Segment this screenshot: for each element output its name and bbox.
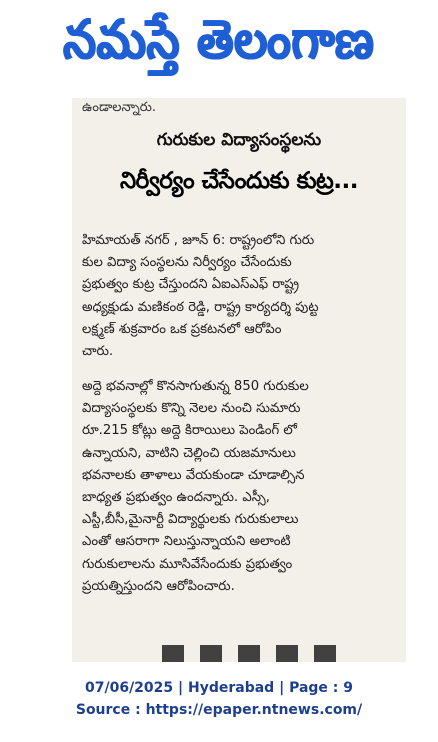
paragraph-line: అద్దె భవనాల్లో కొనసాగుతున్న 850 గురుకుల bbox=[82, 379, 309, 394]
paragraph-1 bbox=[82, 230, 400, 363]
paragraph-line: ప్రయత్నిస్తుందని ఆరోపించారు. bbox=[82, 578, 235, 594]
paragraph-line: లక్ష్మణ్ శుక్రవారం ఒక ప్రకటనలో ఆరోపిం bbox=[82, 321, 282, 337]
paragraph-line: ప్రభుత్వం కుట్ర చేస్తుందని ఏఐఎస్ఎఫ్ రాష్ట్ర bbox=[82, 277, 299, 293]
headline-line-1: గురుకుల విద్యాసంస్థలను bbox=[156, 130, 322, 150]
paragraph-line: విద్యాసంస్థలకు కొన్ని నెలల నుంచి సుమారు bbox=[82, 401, 301, 417]
paragraph-line: హిమాయత్ నగర్ , జూన్ 6: రాష్ట్రంలోని గురు bbox=[82, 233, 315, 248]
paragraph-line: అధ్యక్షుడు మణికంఠ రెడ్డి, రాష్ట్ర కార్యదర్శి పుట్ట bbox=[82, 299, 319, 315]
paragraph-line: భవనాలకు తాళాలు వేయకుండా చూడాల్సిన bbox=[82, 467, 305, 483]
paragraph-line: బాధ్యత ప్రభుత్వం ఉందన్నారు. ఎస్సీ, bbox=[82, 490, 270, 506]
paragraph-line: చారు. bbox=[82, 344, 114, 360]
headline-line-2: నిర్వీర్యం చేసేందుకు కుట్ర... bbox=[119, 168, 359, 194]
masthead bbox=[0, 0, 438, 92]
masthead-title: నమస్తే తెలంగాణ bbox=[63, 7, 375, 71]
paragraph-line: ఎస్టీ,బీసీ,మైనార్టీ విద్యార్థులకు గురుకులాలు bbox=[82, 512, 299, 528]
cut-off-next-headline bbox=[162, 645, 352, 662]
paragraph-line: రూ.215 కోట్లు అద్దె కిరాయిలు పెండింగ్ లో bbox=[82, 423, 298, 439]
news-clipping bbox=[72, 98, 406, 662]
paragraph-line: ఉన్నాయని, వాటిని చెల్లించి యజమానులు bbox=[82, 445, 296, 461]
paragraph-line: గురుకులాలను మూసివేసేందుకు ప్రభుత్వం bbox=[82, 556, 293, 572]
footer-source: Source : https://epaper.ntnews.com/ bbox=[75, 702, 363, 718]
paragraph-line: కుల విద్యా సంస్థలను నిర్వీర్యం చేసేందుకు bbox=[82, 255, 292, 271]
paragraph-line: ఎంతో ఆసరాగా నిలుస్తున్నాయని అలాంటి bbox=[82, 534, 291, 550]
top-text-fragment: ఉండాలన్నారు. bbox=[82, 100, 157, 115]
footer-date-page: 07/06/2025 | Hyderabad | Page : 9 bbox=[84, 680, 354, 696]
paragraph-2 bbox=[82, 376, 400, 598]
